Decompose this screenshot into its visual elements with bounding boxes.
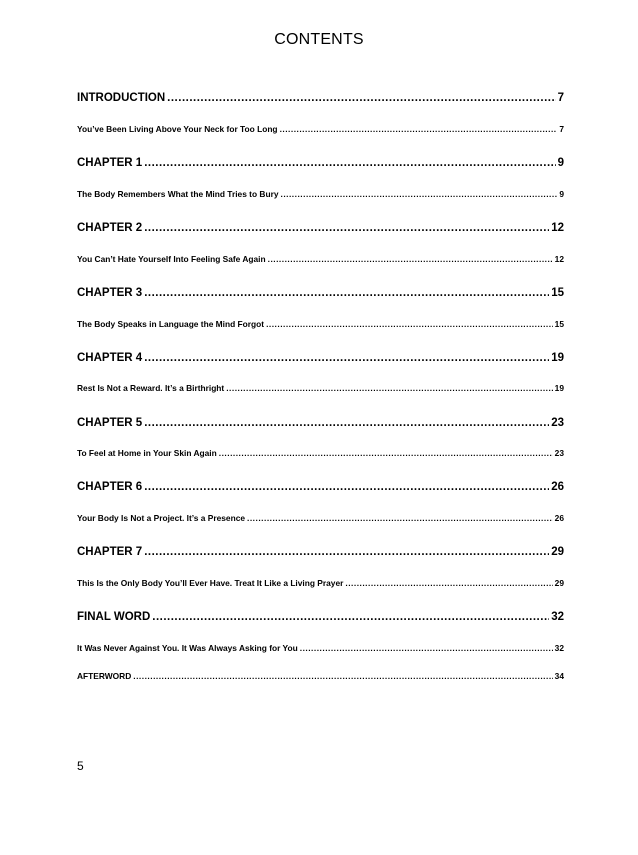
- toc-entry-subtitle[interactable]: [77, 254, 564, 264]
- toc-entry-page: 23: [554, 448, 564, 458]
- toc-entry-page: 23: [551, 417, 564, 429]
- toc-entry-label: CHAPTER 7: [77, 546, 143, 558]
- toc-entry-label: FINAL WORD: [77, 611, 151, 623]
- leader-dots: [281, 189, 558, 199]
- toc-entry-subtitle[interactable]: [77, 319, 564, 329]
- toc-entry-chapter-3[interactable]: [77, 287, 564, 299]
- leader-dots: [152, 611, 549, 623]
- leader-dots: [219, 448, 553, 458]
- toc-entry-page: 29: [551, 546, 564, 558]
- toc-entry-final-word[interactable]: [77, 611, 564, 623]
- toc-entry-page: 7: [557, 92, 564, 104]
- toc-entry-subtitle[interactable]: [77, 448, 564, 458]
- toc-entry-label: It Was Never Against You. It Was Always Asking for You: [77, 643, 298, 653]
- leader-dots: [226, 383, 552, 393]
- leader-dots: [247, 513, 553, 523]
- toc-entry-chapter-2[interactable]: [77, 222, 564, 234]
- contents-title: CONTENTS: [274, 31, 364, 48]
- toc-entry-label: Rest Is Not a Reward. It’s a Birthright: [77, 383, 225, 393]
- toc-entry-page: 15: [551, 287, 564, 299]
- toc-entry-label: CHAPTER 6: [77, 481, 143, 493]
- toc-entry-chapter-1[interactable]: [77, 157, 564, 169]
- toc-entry-label: CHAPTER 3: [77, 287, 143, 299]
- toc-entry-page: 32: [551, 611, 564, 623]
- leader-dots: [280, 124, 558, 134]
- toc-entry-label: The Body Speaks in Language the Mind Forgot: [77, 319, 265, 329]
- toc-entry-afterword[interactable]: [77, 671, 564, 681]
- leader-dots: [300, 643, 553, 653]
- toc-entry-page: 19: [554, 383, 564, 393]
- toc-entry-label: You’ve Been Living Above Your Neck for Too Long: [77, 124, 278, 134]
- leader-dots: [144, 481, 549, 493]
- toc-entry-page: 15: [554, 319, 564, 329]
- toc-entry-label: AFTERWORD: [77, 671, 132, 681]
- toc-entry-label: CHAPTER 2: [77, 222, 143, 234]
- leader-dots: [266, 319, 553, 329]
- leader-dots: [167, 92, 555, 104]
- toc-entry-subtitle[interactable]: [77, 124, 564, 134]
- toc-entry-label: INTRODUCTION: [77, 92, 166, 104]
- leader-dots: [268, 254, 553, 264]
- leader-dots: [144, 352, 549, 364]
- leader-dots: [144, 222, 549, 234]
- toc-entry-page: 12: [551, 222, 564, 234]
- toc-entry-subtitle[interactable]: [77, 578, 564, 588]
- toc-entry-label: CHAPTER 5: [77, 417, 143, 429]
- leader-dots: [144, 417, 549, 429]
- toc-entry-label: CHAPTER 4: [77, 352, 143, 364]
- toc-entry-chapter-6[interactable]: [77, 481, 564, 493]
- toc-entry-page: 12: [554, 254, 564, 264]
- toc-entry-subtitle[interactable]: [77, 383, 564, 393]
- toc-entry-label: To Feel at Home in Your Skin Again: [77, 448, 217, 458]
- toc-entry-page: 34: [554, 671, 564, 681]
- toc-entry-chapter-5[interactable]: [77, 417, 564, 429]
- toc-entry-page: 32: [554, 643, 564, 653]
- toc-entry-chapter-4[interactable]: [77, 352, 564, 364]
- toc-entry-label: Your Body Is Not a Project. It’s a Presence: [77, 513, 246, 523]
- toc-entry-introduction[interactable]: [77, 92, 564, 104]
- toc-entry-chapter-7[interactable]: [77, 546, 564, 558]
- toc-entry-page: 29: [554, 578, 564, 588]
- toc-entry-page: 19: [551, 352, 564, 364]
- leader-dots: [144, 157, 555, 169]
- toc-entry-page: 9: [557, 157, 564, 169]
- toc-entry-page: 9: [559, 189, 564, 199]
- toc-entry-label: You Can’t Hate Yourself Into Feeling Safe Again: [77, 254, 266, 264]
- page-number: 5: [77, 759, 84, 773]
- toc-entry-page: 26: [554, 513, 564, 523]
- toc-entry-label: The Body Remembers What the Mind Tries to Bury: [77, 189, 279, 199]
- toc-entry-subtitle[interactable]: [77, 189, 564, 199]
- leader-dots: [144, 287, 549, 299]
- toc-entry-subtitle[interactable]: [77, 513, 564, 523]
- toc-entry-label: CHAPTER 1: [77, 157, 143, 169]
- leader-dots: [144, 546, 549, 558]
- toc-entry-page: 7: [559, 124, 564, 134]
- toc-entry-page: 26: [551, 481, 564, 493]
- leader-dots: [345, 578, 552, 588]
- toc-entry-subtitle[interactable]: [77, 643, 564, 653]
- toc-entry-label: This Is the Only Body You’ll Ever Have. Treat It Like a Living Prayer: [77, 578, 344, 588]
- leader-dots: [133, 671, 552, 681]
